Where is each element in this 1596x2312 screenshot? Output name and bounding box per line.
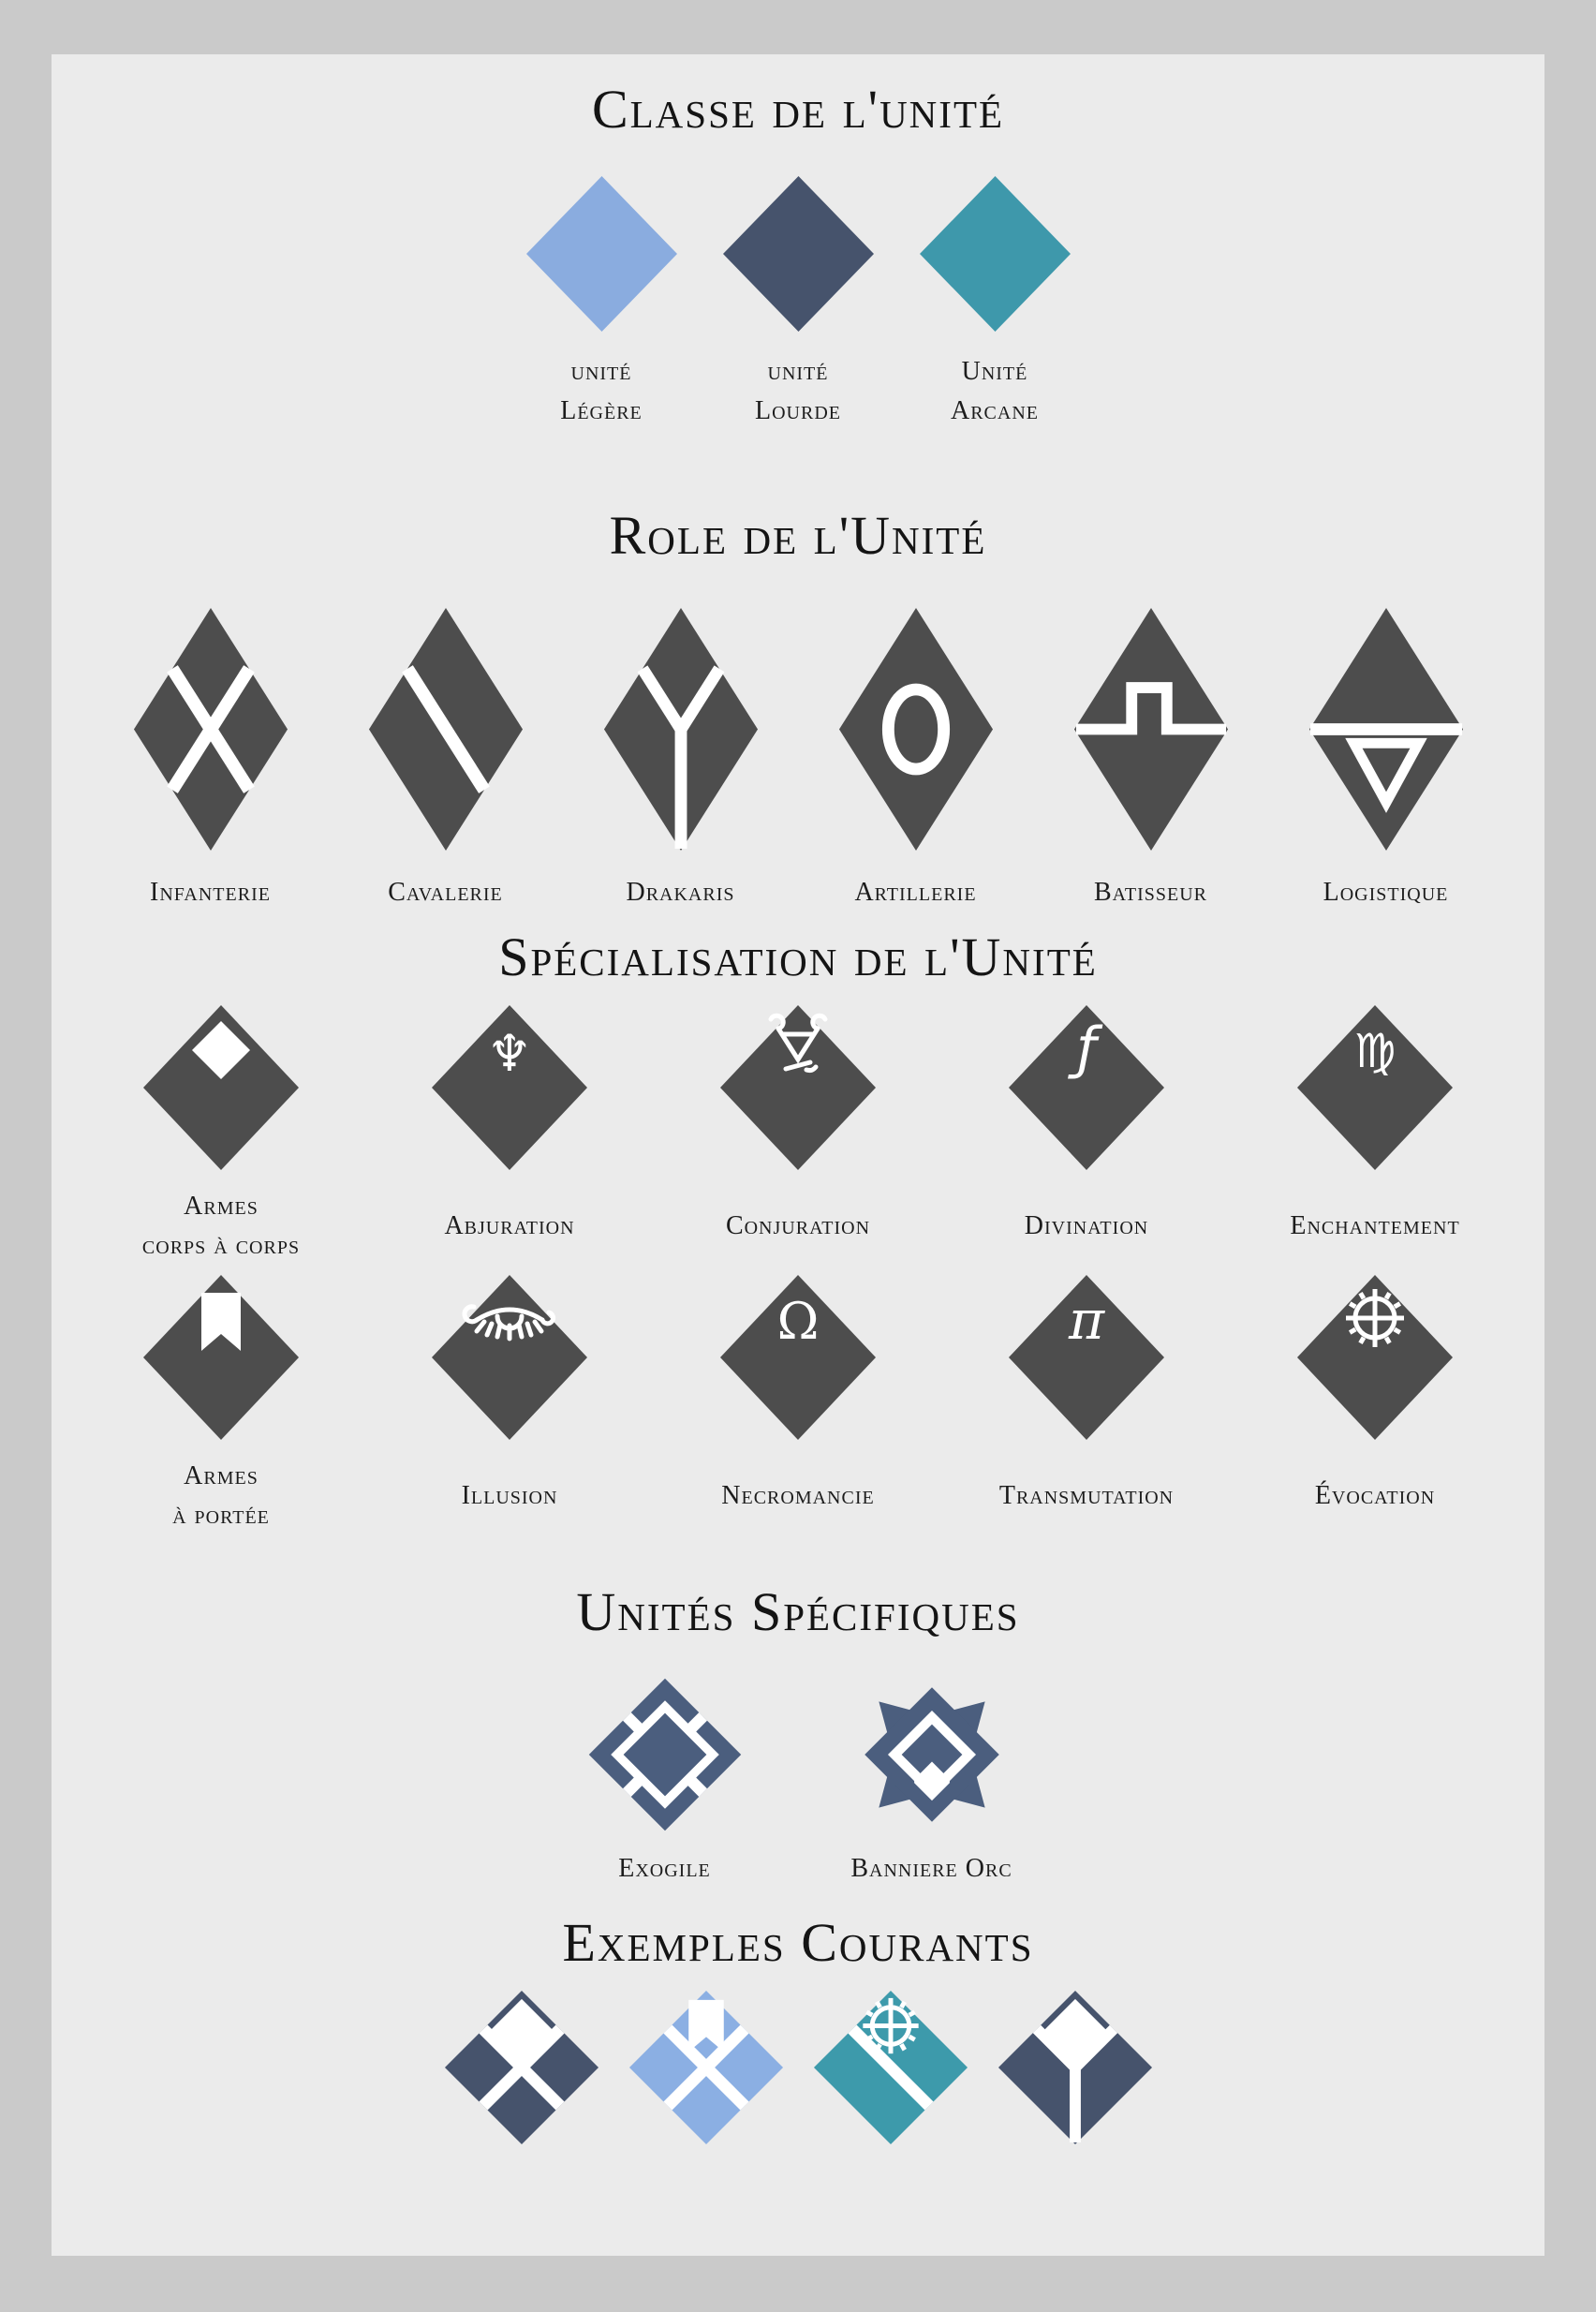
common-examples-row	[52, 1989, 1544, 2146]
legend-item-label	[172, 1455, 270, 1537]
divination-sigil-icon	[1007, 1003, 1166, 1172]
logistique-icon	[1308, 606, 1465, 852]
legend-item	[942, 1003, 1231, 1267]
drakaris-icon	[602, 606, 760, 852]
legend-item-label-line: à portée	[172, 1501, 270, 1530]
legend-item	[93, 606, 328, 912]
legend-item	[503, 174, 700, 431]
legend-item-label: Exogile	[618, 1854, 711, 1883]
specific-units-row	[52, 1675, 1544, 1889]
legend-item	[429, 1989, 613, 2146]
legend-item-label: Cavalerie	[388, 878, 503, 907]
example-heavy-infanterie-melee-icon	[443, 1989, 600, 2146]
section-unit-role	[52, 504, 1544, 912]
melee-weapons-icon	[141, 1003, 301, 1172]
section-common-examples	[52, 1911, 1544, 2146]
necromancie-sigil-icon	[718, 1273, 878, 1442]
legend-panel	[52, 54, 1544, 2256]
batisseur-icon	[1072, 606, 1230, 852]
legend-item	[700, 174, 896, 431]
legend-item	[365, 1273, 654, 1537]
section-unit-specialisation	[52, 926, 1544, 1537]
legend-item-label	[1315, 1455, 1435, 1537]
illusion-eye-sigil-icon	[430, 1273, 589, 1442]
legend-item	[798, 1989, 983, 2146]
legend-item	[942, 1273, 1231, 1537]
legend-item-label: Unité Arcane	[950, 357, 1039, 425]
unit-specialisation-row-2	[52, 1273, 1544, 1537]
svg-text:♍: ♍	[1353, 1024, 1396, 1078]
legend-item-label	[999, 1455, 1174, 1537]
legend-item-label	[726, 1185, 870, 1267]
legend-item-label	[444, 1185, 574, 1267]
legend-item	[983, 1989, 1167, 2146]
infanterie-icon	[132, 606, 289, 852]
unit-specialisation-row-1	[52, 1003, 1544, 1267]
transmutation-sigil-icon	[1007, 1273, 1166, 1442]
evocation-sun-sigil-icon	[1295, 1273, 1455, 1442]
legend-item	[654, 1003, 942, 1267]
example-light-infanterie-ranged-icon	[628, 1989, 785, 2146]
section-specific-units	[52, 1580, 1544, 1889]
section-title-common-examples: Exemples Courants	[562, 1912, 1034, 1973]
legend-item-label-line: Transmutation	[998, 1481, 1175, 1510]
legend-item-label	[721, 1455, 874, 1537]
legend-item-label	[142, 1185, 300, 1267]
legend-item	[531, 1675, 798, 1889]
section-title-unit-specialisation: Spécialisation de l'Unité	[498, 926, 1098, 987]
unit-class-row	[52, 174, 1544, 431]
legend-item	[1231, 1003, 1519, 1267]
legend-item	[798, 1675, 1065, 1889]
legend-item-label-line: Enchantement	[1290, 1211, 1460, 1240]
legend-item-label-line: Armes	[184, 1192, 259, 1221]
legend-item	[77, 1003, 365, 1267]
legend-item	[654, 1273, 942, 1537]
legend-item	[328, 606, 563, 912]
enchantement-sigil-icon	[1295, 1003, 1455, 1172]
exogile-icon	[585, 1675, 745, 1834]
conjuration-sigil-icon	[718, 1003, 878, 1172]
legend-item	[365, 1003, 654, 1267]
legend-item	[1231, 1273, 1519, 1537]
artillerie-icon	[837, 606, 995, 852]
legend-item-label-line: Abjuration	[444, 1211, 575, 1240]
svg-text:Ω: Ω	[776, 1292, 820, 1351]
section-title-unit-class: Classe de l'unité	[591, 79, 1005, 140]
svg-text:ƒ: ƒ	[1076, 1015, 1097, 1081]
legend-item-label-line: Illusion	[461, 1481, 558, 1510]
legend-item	[613, 1989, 798, 2146]
legend-item-label-line: Necromancie	[721, 1481, 875, 1510]
legend-item-label-line: corps à corps	[141, 1231, 301, 1260]
section-unit-class	[52, 78, 1544, 431]
legend-item-label: Banniere Orc	[850, 1854, 1012, 1883]
example-arcane-cavalerie-evocation-icon	[812, 1989, 969, 2146]
legend-item-label: Drakaris	[626, 878, 735, 907]
arcane-unit-diamond-icon	[918, 174, 1072, 333]
unit-role-row	[52, 606, 1544, 912]
ranged-weapons-icon	[141, 1273, 301, 1442]
legend-item-label-line: Armes	[184, 1461, 259, 1490]
legend-item-label	[1025, 1185, 1148, 1267]
light-unit-diamond-icon	[525, 174, 679, 333]
legend-item-label-line: Conjuration	[725, 1211, 871, 1240]
section-title-specific-units: Unités Spécifiques	[576, 1581, 1020, 1642]
legend-item	[896, 174, 1093, 431]
banniere-orc-icon	[852, 1675, 1012, 1834]
section-title-unit-role: Role de l'Unité	[609, 505, 987, 566]
legend-item-label: unité Légère	[560, 357, 643, 425]
legend-item-label	[1290, 1185, 1459, 1267]
legend-item-label: Infanterie	[150, 878, 271, 907]
legend-item-label: Logistique	[1323, 878, 1449, 907]
example-heavy-drakaris-melee-icon	[997, 1989, 1154, 2146]
legend-item-label-line: Divination	[1024, 1211, 1149, 1240]
abjuration-sigil-icon	[430, 1003, 589, 1172]
legend-item-label-line: Évocation	[1314, 1481, 1436, 1510]
svg-text:π: π	[1068, 1288, 1105, 1352]
legend-item-label: Batisseur	[1093, 878, 1208, 907]
legend-item-label: Artillerie	[854, 878, 977, 907]
heavy-unit-diamond-icon	[721, 174, 876, 333]
cavalerie-icon	[367, 606, 525, 852]
svg-text:♆: ♆	[486, 1024, 533, 1083]
legend-item	[1268, 606, 1503, 912]
legend-item	[1033, 606, 1268, 912]
legend-item	[798, 606, 1033, 912]
legend-item-label	[462, 1455, 558, 1537]
legend-item	[77, 1273, 365, 1537]
legend-item-label: unité Lourde	[755, 357, 841, 425]
legend-item	[563, 606, 798, 912]
